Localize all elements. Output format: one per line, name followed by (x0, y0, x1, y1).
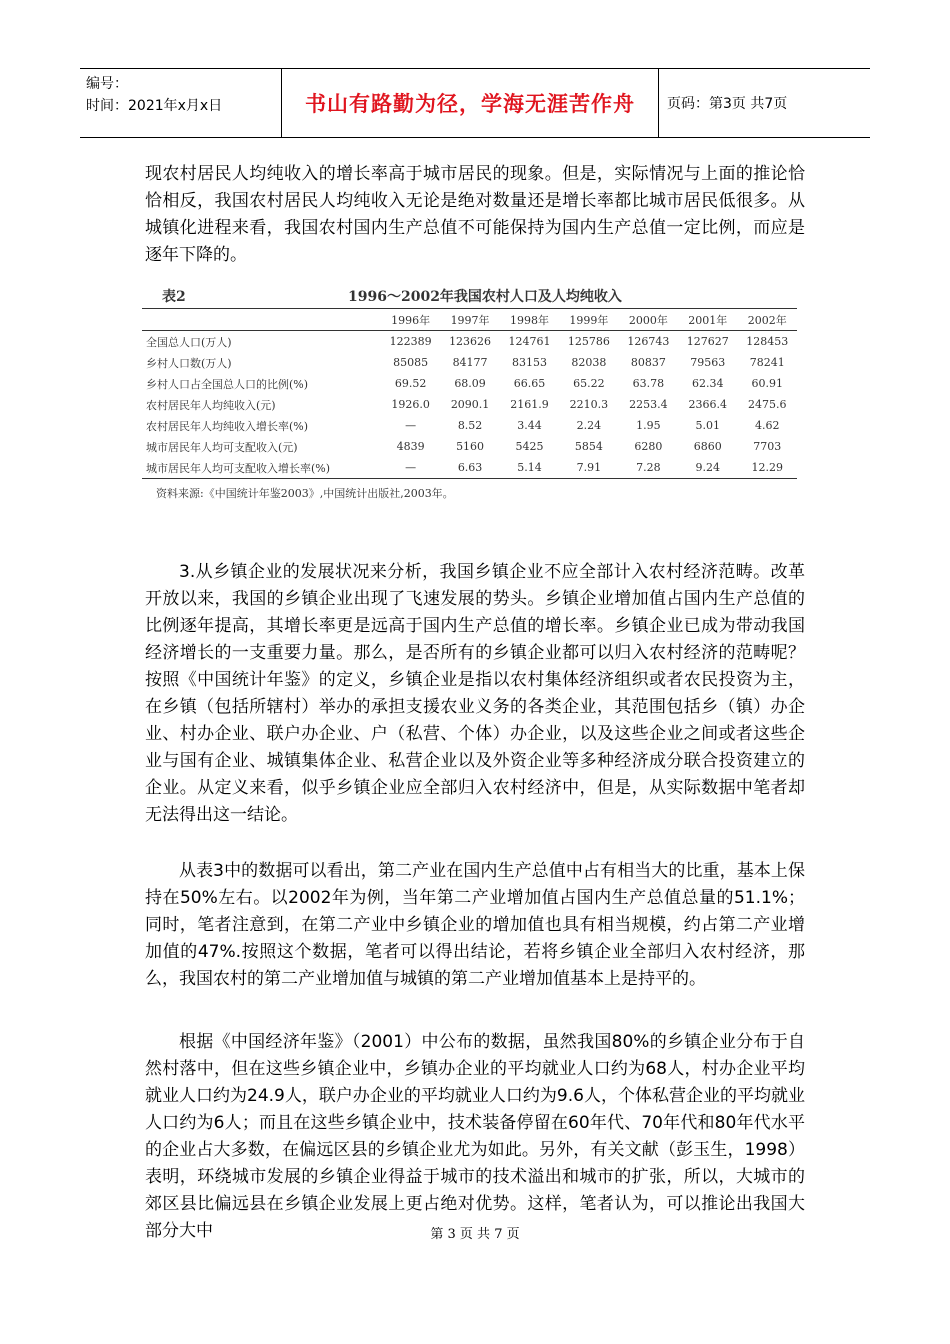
table-cell: 62.34 (692, 377, 724, 390)
row-label: 农村居民年人均纯收入(元) (146, 398, 276, 412)
table-header-year: 1999年 (569, 313, 609, 327)
table-cell: 1.95 (636, 419, 661, 432)
table-cell: 8.52 (457, 419, 483, 432)
table-row (142, 436, 797, 457)
table-cell: 2253.4 (629, 398, 668, 411)
row-label: 城市居民年人均可支配收入增长率(%) (146, 461, 331, 475)
paragraph-3: 从表3中的数据可以看出，第二产业在国内生产总值中占有相当大的比重，基本上保持在50%左右。以2002年为例，当年第二产业增加值占国内生产总值总量的51.1%；同时，笔者注意到，在第二产业中乡镇企业的增加值也具有相当规模，约占第二产业增加值的47%.按照这个数据，笔者可以得出结论，若将乡镇企业全部归入农村经济，那么，我国农村的第二产业增加值与城镇的第二产业增加值基本上是持平的。 (145, 861, 805, 989)
data-table (142, 308, 797, 479)
header-number-label: 编号： (86, 76, 128, 92)
paragraph-2: 3.从乡镇企业的发展状况来分析，我国乡镇企业不应全部计入农村经济范畴。改革开放以来，我国的乡镇企业出现了飞速发展的势头。乡镇企业增加值占国内生产总值的比例逐年提高，其增长率更是远高于国内生产总值的增长率。乡镇企业已成为带动我国经济增长的一支重要力量。那么，是否所有的乡镇企业都可以归入农村经济的范畴呢？按照《中国统计年鉴》的定义，乡镇企业是指以农村集体经济组织或者农民投资为主，在乡镇（包括所辖村）举办的承担支援农业义务的各类企业，其范围包括乡（镇）办企业、村办企业、联户办企业、户（私营、个体）办企业，以及这些企业之间或者这些企业与国有企业、城镇集体企业、私营企业以及外资企业等多种经济成分联合投资建立的企业。从定义来看，似乎乡镇企业应全部归入农村经济中，但是，从实际数据中笔者却无法得出这一结论。 (145, 562, 805, 825)
table-header-year: 1996年 (391, 313, 431, 327)
paragraph-4: 根据《中国经济年鉴》（2001）中公布的数据，虽然我国80%的乡镇企业分布于自然村落中，但在这些乡镇企业中，乡镇办企业的平均就业人口约为68人，村办企业平均就业人口约为24.9人，联户办企业的平均就业人口约为9.6人，个体私营企业的平均就业人口约为6人；而且在这些乡镇企业中，技术装备停留在60年代、70年代和80年代水平的企业占大多数，在偏远区县的乡镇企业尤为如此。另外，有关文献（彭玉生，1998）表明，环绕城市发展的乡镇企业得益于城市的技术溢出和城市的扩张，所以，大城市的郊区县比偏远县在乡镇企业发展上更占绝对优势。这样，笔者认为，可以推论出我国大部分大中 (145, 1032, 805, 1241)
header-motto: 书山有路勤为径，学海无涯苦作舟 (305, 92, 635, 116)
table-cell: 5854 (574, 440, 603, 453)
table-cell: 80837 (630, 356, 666, 369)
table-cell: 69.52 (394, 377, 427, 390)
table-cell: 83153 (511, 356, 547, 369)
table-cell: 5.01 (695, 419, 720, 432)
header-page-label: 页码：第3页 共7页 (667, 96, 788, 112)
table-cell: 5.14 (517, 461, 542, 474)
table-cell: — (405, 419, 417, 432)
table-cell: 2475.6 (747, 398, 787, 411)
table-cell: 63.78 (632, 377, 665, 390)
table-row (142, 394, 797, 415)
table-cell: 6280 (634, 440, 663, 453)
header-time-label: 时间：2021年x月x日 (86, 98, 223, 114)
table-cell: 2210.3 (569, 398, 609, 411)
table-header-row (142, 309, 797, 331)
table-cell: 126743 (627, 335, 670, 348)
table-row (142, 373, 797, 394)
table-cell: 1926.0 (391, 398, 430, 411)
table-header-year: 1998年 (509, 313, 549, 327)
table-title-row (142, 284, 802, 308)
table-cell: 122389 (389, 335, 432, 348)
table-cell: 5160 (456, 440, 485, 453)
page-footer: 第 3 页 共 7 页 (430, 1227, 520, 1242)
table-cell: 68.09 (454, 377, 486, 390)
table-title: 1996～2002年我国农村人口及人均纯收入 (348, 289, 622, 305)
table-cell: 79563 (690, 356, 726, 369)
row-label: 城市居民年人均可支配收入(元) (146, 440, 298, 454)
row-label: 乡村人口占全国总人口的比例(%) (146, 377, 309, 391)
table-cell: 6.63 (457, 461, 483, 474)
table-label: 表2 (162, 289, 186, 305)
table-header-year: 2000年 (628, 313, 668, 327)
row-label: 全国总人口(万人) (146, 335, 232, 349)
table-cell: 7.28 (636, 461, 661, 474)
table-cell: 125786 (567, 335, 610, 348)
table-cell: 7703 (753, 440, 782, 453)
table-header-year: 2001年 (688, 313, 728, 327)
table-cell: 4.62 (754, 419, 780, 432)
paragraph-1: 现农村居民人均纯收入的增长率高于城市居民的现象。但是，实际情况与上面的推论恰恰相反，我国农村居民人均纯收入无论是绝对数量还是增长率都比城市居民低很多。从城镇化进程来看，我国农村国内生产总值不可能保持为国内生产总值一定比例，而应是逐年下降的。 (145, 164, 805, 265)
table-header-year: 1997年 (450, 313, 490, 327)
table-cell: 2161.9 (510, 398, 549, 411)
document-header (80, 68, 870, 138)
table-cell: 12.29 (751, 461, 783, 474)
table-row (142, 331, 797, 353)
table-cell: 124761 (508, 335, 551, 348)
table-cell: 85085 (393, 356, 429, 369)
table-cell: 123626 (449, 335, 492, 348)
table-cell: 6860 (693, 440, 722, 453)
header-motto-cell (282, 69, 659, 137)
table-cell: 2366.4 (688, 398, 727, 411)
table-header-corner (142, 309, 381, 331)
table-cell: 128453 (746, 335, 789, 348)
table-header-year: 2002年 (747, 313, 787, 327)
table-cell: 66.65 (513, 377, 546, 390)
table-cell: 82038 (571, 356, 607, 369)
table-cell: 4839 (396, 440, 425, 453)
table-cell: 60.91 (751, 377, 783, 390)
table-cell: — (405, 461, 417, 474)
table-cell: 78241 (749, 356, 785, 369)
header-meta (80, 69, 282, 137)
table-row (142, 352, 797, 373)
table-cell: 84177 (452, 356, 488, 369)
table-cell: 9.24 (695, 461, 720, 474)
table-row (142, 415, 797, 436)
table-cell: 127627 (686, 335, 729, 348)
row-label: 农村居民年人均纯收入增长率(%) (146, 419, 309, 433)
table-cell: 7.91 (576, 461, 602, 474)
table-cell: 5425 (515, 440, 544, 453)
table-cell: 3.44 (517, 419, 542, 432)
data-table-block (142, 284, 802, 501)
table-row (142, 457, 797, 479)
table-cell: 65.22 (573, 377, 605, 390)
table-cell: 2090.1 (450, 398, 490, 411)
row-label: 乡村人口数(万人) (146, 356, 232, 370)
table-cell: 2.24 (576, 419, 602, 432)
table-source-note: 资料来源:《中国统计年鉴2003》,中国统计出版社,2003年。 (156, 487, 454, 500)
